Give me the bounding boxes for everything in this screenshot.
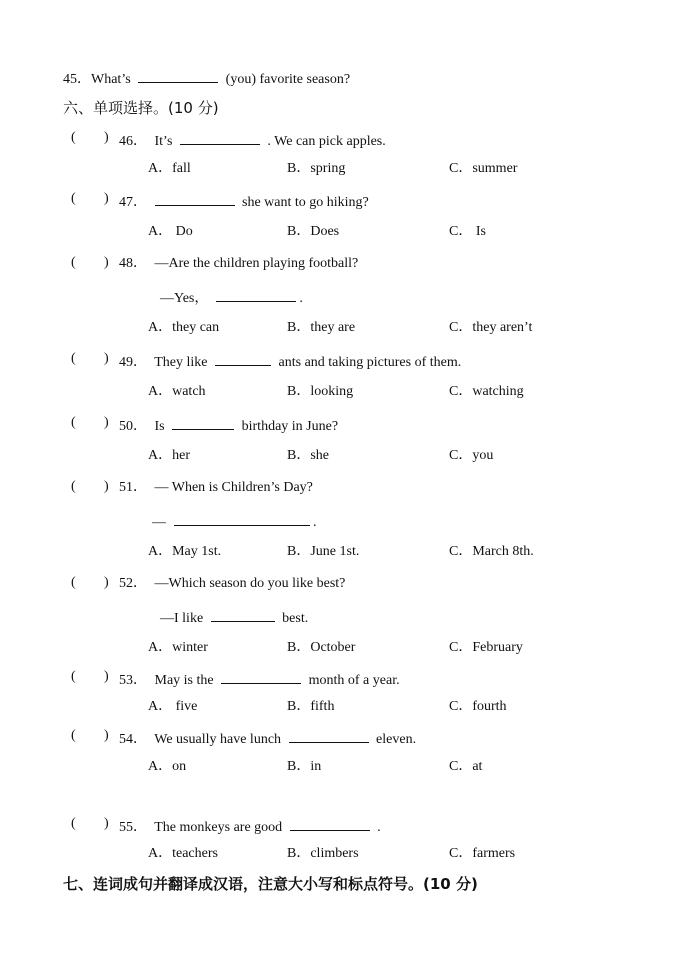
question-text: —I like	[160, 611, 204, 626]
question-text: she want to go hiking?	[242, 195, 369, 210]
question-stem	[119, 130, 386, 151]
paren-open: (	[71, 575, 76, 590]
answer-blank[interactable]	[211, 607, 275, 622]
option-c[interactable]: C．fourth	[449, 699, 507, 714]
question-45	[63, 68, 350, 89]
question-text: birthday in June?	[241, 419, 339, 434]
question-stem	[119, 816, 381, 837]
question-number: 54．	[119, 732, 147, 747]
question-text: They like	[154, 355, 208, 370]
option-a[interactable]: A．May 1st.	[148, 544, 222, 559]
paren-open: (	[71, 351, 76, 366]
question-stem	[119, 575, 345, 593]
option-b[interactable]: B．she	[287, 448, 329, 463]
option-a[interactable]: A． Do	[148, 224, 193, 239]
question-text: It’s	[154, 134, 173, 149]
question-text: —Yes，	[160, 291, 209, 306]
question-text: . We can pick apples.	[267, 134, 386, 149]
option-c[interactable]: C．summer	[449, 161, 518, 176]
paren-open: (	[71, 479, 76, 494]
question-stem	[119, 728, 416, 749]
question-text: eleven.	[376, 732, 417, 747]
paren-open: (	[71, 130, 76, 145]
option-a[interactable]: A． five	[148, 699, 198, 714]
paren-open: (	[71, 669, 76, 684]
option-a[interactable]: A．teachers	[148, 846, 218, 861]
option-a[interactable]: A．on	[148, 759, 187, 774]
question-number: 49．	[119, 355, 147, 370]
question-sub-line	[160, 607, 308, 628]
paren-close: )	[104, 130, 109, 145]
option-a[interactable]: A．watch	[148, 384, 206, 399]
paren-open: (	[71, 191, 76, 206]
question-number: 48．	[119, 256, 147, 271]
question-text: We usually have lunch	[154, 732, 282, 747]
option-c[interactable]: C．you	[449, 448, 494, 463]
question-text: The monkeys are good	[154, 820, 283, 835]
section-7-heading: 七、连词成句并翻译成汉语，注意大小写和标点符号。(10 分)	[63, 875, 478, 893]
question-number: 51．	[119, 480, 147, 495]
question-text: best.	[282, 611, 309, 626]
q45-prefix: 45．What’s	[63, 72, 131, 87]
paren-open: (	[71, 816, 76, 831]
question-text: ants and taking pictures of them.	[278, 355, 462, 370]
option-b[interactable]: B．they are	[287, 320, 356, 335]
question-sub-line	[160, 287, 303, 308]
option-c[interactable]: C． Is	[449, 224, 486, 239]
option-a[interactable]: A．her	[148, 448, 190, 463]
option-c[interactable]: C．they aren’t	[449, 320, 533, 335]
option-b[interactable]: B．October	[287, 640, 356, 655]
option-b[interactable]: B．fifth	[287, 699, 335, 714]
option-c[interactable]: C．February	[449, 640, 523, 655]
answer-blank[interactable]	[174, 511, 310, 526]
question-stem	[119, 415, 338, 436]
question-text: May is the	[154, 673, 214, 688]
paren-close: )	[104, 669, 109, 684]
answer-blank[interactable]	[215, 351, 271, 366]
paren-open: (	[71, 415, 76, 430]
option-a[interactable]: A．fall	[148, 161, 191, 176]
question-text: Is	[154, 419, 165, 434]
question-text: .	[299, 291, 303, 306]
paren-close: )	[104, 479, 109, 494]
option-a[interactable]: A．they can	[148, 320, 220, 335]
answer-blank[interactable]	[155, 191, 235, 206]
paren-close: )	[104, 415, 109, 430]
question-sub-line	[152, 511, 317, 532]
option-b[interactable]: B．in	[287, 759, 322, 774]
paren-open: (	[71, 728, 76, 743]
paren-close: )	[104, 351, 109, 366]
option-a[interactable]: A．winter	[148, 640, 208, 655]
answer-blank[interactable]	[216, 287, 296, 302]
question-stem	[119, 255, 358, 273]
answer-blank[interactable]	[138, 68, 218, 83]
question-text: —Which season do you like best?	[154, 576, 346, 591]
option-b[interactable]: B．Does	[287, 224, 340, 239]
paren-close: )	[104, 191, 109, 206]
question-stem	[119, 191, 369, 212]
question-number: 53．	[119, 673, 147, 688]
question-stem	[119, 669, 400, 690]
option-c[interactable]: C．watching	[449, 384, 524, 399]
option-b[interactable]: B．June 1st.	[287, 544, 360, 559]
question-number: 50．	[119, 419, 147, 434]
option-b[interactable]: B．spring	[287, 161, 346, 176]
option-c[interactable]: C．farmers	[449, 846, 516, 861]
paren-close: )	[104, 816, 109, 831]
question-number: 55．	[119, 820, 147, 835]
question-text: — When is Children’s Day?	[154, 480, 313, 495]
section-6-heading: 六、单项选择。(10 分)	[63, 99, 219, 117]
option-b[interactable]: B．looking	[287, 384, 354, 399]
paren-close: )	[104, 575, 109, 590]
question-text: —Are the children playing football?	[154, 256, 359, 271]
paren-open: (	[71, 255, 76, 270]
paren-close: )	[104, 255, 109, 270]
option-c[interactable]: C．at	[449, 759, 483, 774]
paren-close: )	[104, 728, 109, 743]
answer-blank[interactable]	[290, 816, 370, 831]
question-text: month of a year.	[308, 673, 400, 688]
question-number: 46．	[119, 134, 147, 149]
q45-suffix: (you) favorite season?	[225, 72, 351, 87]
question-text: .	[313, 515, 317, 530]
answer-blank[interactable]	[172, 415, 234, 430]
question-stem	[119, 479, 313, 497]
question-stem	[119, 351, 461, 372]
question-number: 52．	[119, 576, 147, 591]
question-text: —	[152, 515, 166, 530]
question-text: .	[377, 820, 381, 835]
answer-blank[interactable]	[289, 728, 369, 743]
answer-blank[interactable]	[180, 130, 260, 145]
answer-blank[interactable]	[221, 669, 301, 684]
option-b[interactable]: B．climbers	[287, 846, 359, 861]
question-number: 47．	[119, 195, 147, 210]
option-c[interactable]: C．March 8th.	[449, 544, 534, 559]
